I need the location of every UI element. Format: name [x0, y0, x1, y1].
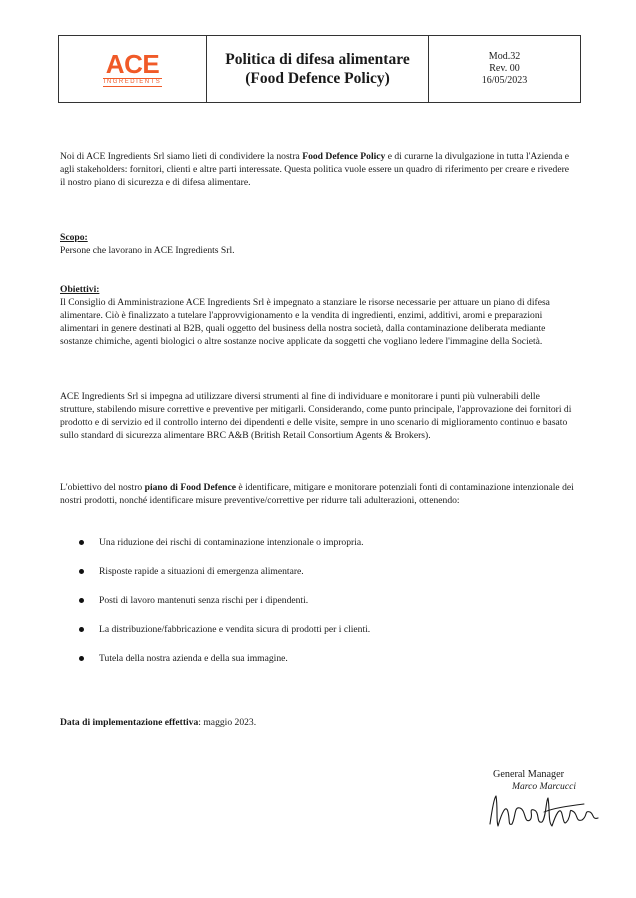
signature-block	[480, 768, 600, 793]
document-meta	[429, 36, 580, 102]
bullet-icon	[79, 627, 84, 632]
document-header	[58, 35, 581, 103]
list-item-text: Una riduzione dei rischi di contaminazione intenzionale o impropria.	[99, 537, 364, 548]
implementation-label: Data di implementazione effettiva	[60, 717, 199, 728]
scope-text: Persone che lavorano in ACE Ingredients Srl.	[60, 245, 235, 256]
title-line-2: (Food Defence Policy)	[245, 70, 390, 87]
bullet-icon	[79, 569, 84, 574]
list-item-text: Risposte rapide a situazioni di emergenza alimentare.	[99, 566, 304, 577]
title-line-1: Politica di difesa alimentare	[225, 51, 410, 68]
list-item-text: La distribuzione/fabbricazione e vendita sicura di prodotti per i clienti.	[99, 624, 371, 635]
objectives-paragraph-1: Il Consiglio di Amministrazione ACE Ingredients Srl è impegnato a stanziare le risorse necessarie per attuare un piano di difesa alimentare. Ciò è finalizzato a tutelare l'approvvigionamento e la vendita di ingredienti, enzimi, additivi, aromi e preparazioni alimentari in genere destinati al B2B, quali oggetto del business della nostra società, dalla contaminazione deliberata mediante sostanze chimiche, agenti biologici o altre sostanze nocive applicate da soggetti che vogliano ledere l'immagine della Società.	[60, 297, 550, 347]
objectives-paragraph-3	[60, 481, 576, 507]
list-item	[60, 652, 576, 681]
p3-plan-name: piano di Food Defence	[144, 482, 237, 493]
outcomes-list	[60, 536, 576, 681]
p3-text-a: L'obiettivo del nostro	[60, 482, 145, 493]
objectives-heading: Obiettivi:	[60, 284, 100, 295]
bullet-icon	[79, 656, 84, 661]
signer-name: Marco Marcucci	[512, 781, 577, 792]
objectives-paragraph-2: ACE Ingredients Srl si impegna ad utilizzare diversi strumenti al fine di individuare e monitorare i punti più vulnerabili delle strutture, stabilendo misure correttive e preventive per mitigarli. Considerando, come punto principale, l'approvazione dei fornitori di prodotto e di servizio ed il controllo interno dei dipendenti e delle visite, sempre in uno scenario di miglioramento continuo e basato sullo standard di sicurezza alimentare BRC A&B (British Retail Consortium Agents & Brokers).	[60, 391, 572, 441]
intro-text-c: e di curarne la divulgazione in tutta l'Azienda e agli stakeholders: fornitori, clienti e altre parti interessate. Questa politica vuole essere un quadro di riferimento per creare e rivedere il nostro piano di sicurezza e di difesa alimentare.	[60, 151, 570, 188]
logo-wordmark: ACE	[105, 48, 160, 79]
signer-role: General Manager	[493, 769, 564, 780]
list-item	[60, 594, 576, 623]
list-item-text: Tutela della nostra azienda e della sua immagine.	[99, 653, 288, 664]
objectives-section	[60, 283, 576, 348]
intro-text-a: Noi di ACE Ingredients Srl siamo lieti di condividere la nostra	[60, 151, 303, 162]
scope-section	[60, 231, 576, 257]
company-logo	[59, 36, 207, 102]
module-number: Mod.32	[488, 51, 521, 62]
revision-date: 16/05/2023	[481, 75, 528, 86]
logo-subtitle: INGREDIENTS	[103, 78, 162, 85]
scope-heading: Scopo:	[60, 232, 88, 243]
list-item	[60, 536, 576, 565]
implementation-value: : maggio 2023.	[198, 717, 257, 728]
bullet-icon	[79, 598, 84, 603]
list-item	[60, 623, 576, 652]
handwritten-signature	[484, 790, 602, 832]
intro-policy-name: Food Defence Policy	[302, 151, 386, 162]
p3-text-c: è identificare, mitigare e monitorare potenziali fonti di contaminazione intenzionale dei nostri prodotti, nonché identificare misure preventive/correttive per ridurre tali adulterazioni, ottenendo:	[60, 482, 574, 506]
list-item	[60, 565, 576, 594]
implementation-date	[60, 716, 576, 729]
document-title	[207, 36, 429, 102]
bullet-icon	[79, 540, 84, 545]
list-item-text: Posti di lavoro mantenuti senza rischi per i dipendenti.	[99, 595, 309, 606]
intro-paragraph	[60, 150, 576, 189]
revision-number: Rev. 00	[489, 63, 520, 74]
